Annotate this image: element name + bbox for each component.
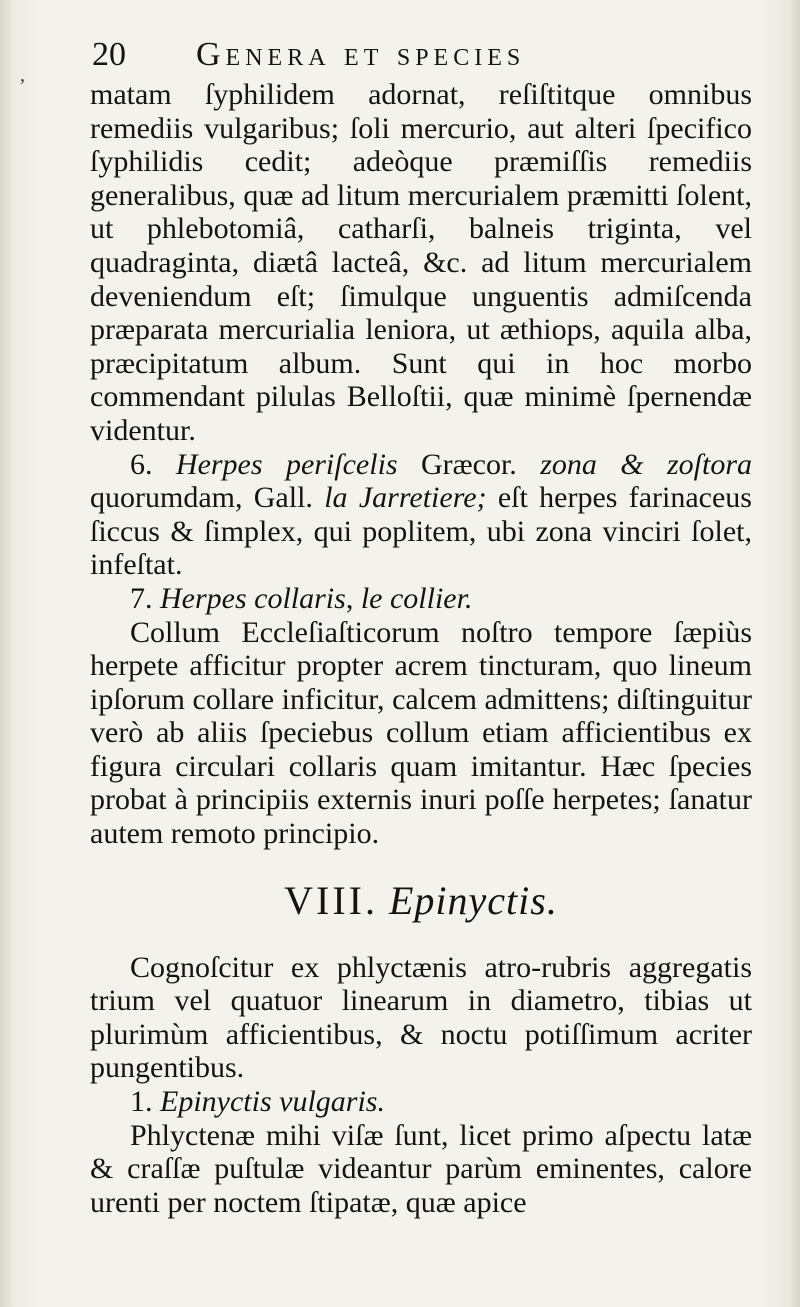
page-number: 20 [92, 36, 126, 73]
text-segment: , [345, 581, 361, 615]
section-numeral: VIII. [284, 877, 378, 923]
greek-name: zona & zoſtora [540, 447, 753, 481]
french-name: la Jarretiere; [324, 481, 487, 515]
item-number: 7. [130, 581, 153, 615]
item-number: 6. [130, 447, 153, 481]
species-name: Herpes collaris [160, 581, 346, 615]
section-title: Epinyctis. [389, 877, 558, 923]
paragraph-herpes-periscelis [90, 448, 752, 582]
species-name: Herpes periſcelis [175, 447, 398, 481]
paragraph-herpes-collaris [90, 582, 752, 616]
paragraph-epinyctis-vulgaris [90, 1085, 752, 1119]
paragraph-syphilis-treatment: matam ſyphilidem adornat, reſiſtitque omnibus remediis vulgaribus; ſoli mercurio, aut alteri ſpecifico ſyphilidis cedit; adeòque præmiſſis remediis generalibus, quæ ad litum mercurialem præmitti ſolent, ut phlebotomiâ, catharſi, balneis triginta, vel quadraginta, diætâ lacteâ, &c. ad litum mercurialem deveniendum eſt; ſimulque unguentis admiſcenda præparata mercurialia leniora, ut æthiops, aquila alba, præcipitatum album. Sunt qui in hoc morbo commendant pilulas Belloſtii, quæ minimè ſpernendæ videntur. [90, 78, 752, 447]
body-text [90, 78, 752, 1219]
text-segment: Græcor. [397, 447, 541, 481]
text-segment: quorumdam, Gall. [90, 481, 325, 515]
running-title: Genera et species [196, 36, 526, 73]
paragraph-epinyctis-description: Cognoſcitur ex phlyctænis atro-rubris aggregatis trium vel quatuor linearum in diametro, tibias ut plurimùm afficientibus, & noctu potiſſimum acriter pungentibus. [90, 950, 752, 1085]
paragraph-phlyctenae: Phlyctenæ mihi viſæ ſunt, licet primo aſpectu latæ & craſſæ puſtulæ videantur parùm eminentes, calore urenti per noctem ſtipatæ, quæ apice [90, 1118, 752, 1219]
item-number: 1. [130, 1085, 153, 1119]
paragraph-collum-ecclesiasticorum: Collum Eccleſiaſticorum noſtro tempore ſæpiùs herpete afficitur propter acrem tincturam, quo lineum ipſorum collare inficitur, calcem admittens; diſtinguitur verò ab aliis ſpeciebus collum etiam afficientibus ex figura circulari collaris quam imitantur. Hæc ſpecies probat à principiis externis inuri poſſe herpetes; ſanatur autem remoto principio. [90, 615, 752, 851]
french-name: le collier. [360, 581, 473, 615]
text-segment: eſt herpes farinaceus ſiccus & ſimplex, qui poplitem, ubi zona vinciri ſolet, infeſtat. [90, 481, 752, 582]
species-name: Epinyctis vulgaris. [160, 1085, 385, 1119]
section-heading [90, 879, 752, 923]
margin-mark: , [20, 64, 25, 86]
